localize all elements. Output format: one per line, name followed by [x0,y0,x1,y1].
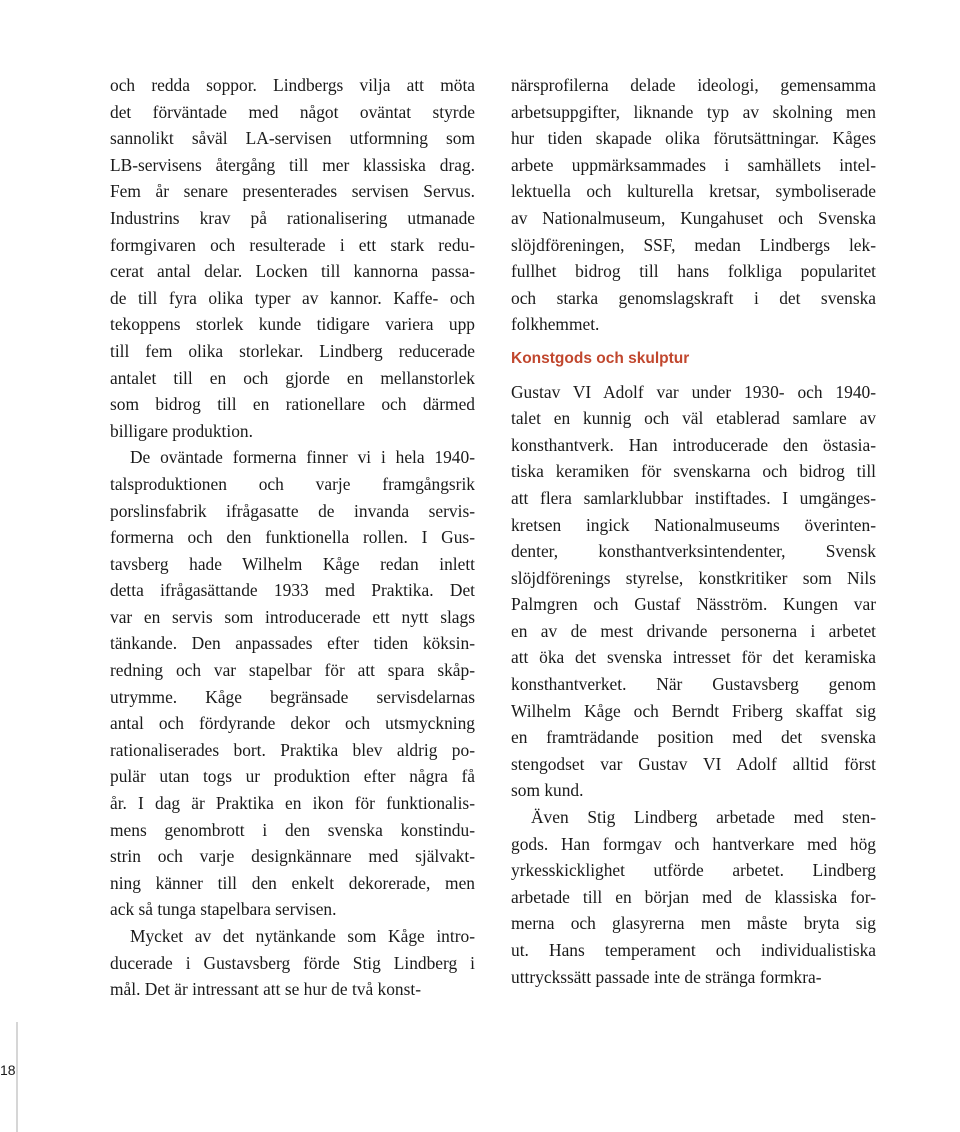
text-line: merna och glasyrerna men måste bryta sig [511,913,876,934]
text-line: cerat antal delar. Locken till kannorna passa- [110,261,475,282]
text-line: porslinsfabrik ifrågasatte de invanda servis- [110,500,475,521]
text-line: mens genombrott i den svenska konstindu- [110,819,475,840]
paragraph-intro [511,72,876,338]
text-line: de till fyra olika typer av kannor. Kaffe- och [110,287,475,308]
text-line: rationaliserades bort. Praktika blev aldrig po- [110,739,475,760]
text-line: slöjdförenings styrelse, konstkritiker som Nils [511,567,876,588]
text-line: LB-servisens återgång till mer klassiska drag. [110,154,475,175]
text-line: lektuella och kulturella kretsar, symboliserade [511,181,876,202]
text-line: gods. Han formgav och hantverkare med hög [511,833,876,854]
text-line: utrymme. Kåge begränsade servisdelarnas [110,686,475,707]
text-line: folkhemmet. [511,314,600,335]
text-line: hur tiden skapade olika förutsättningar. Kåges [511,128,876,149]
text-line: tänkande. Den anpassades efter tiden köksin- [110,633,475,654]
text-line: stengodset var Gustav VI Adolf alltid först [511,753,876,774]
text-line: till fem olika storlekar. Lindberg reducerade [110,340,475,361]
text-line: det förväntade med något oväntat styrde [110,101,475,122]
text-line: formgivaren och resulterade i ett stark redu- [110,234,475,255]
right-column [511,72,876,990]
text-line: arbetsuppgifter, liknande typ av skolning men [511,101,876,122]
text-line: mål. Det är intressant att se hur de två konst- [110,979,422,1000]
text-line: Industrins krav på rationalisering utmanade [110,207,475,228]
text-line: arbete uppmärksammades i samhällets intel- [511,154,876,175]
text-line: redning och var stapelbar för att spara skåp- [110,660,475,681]
text-line: denter, konsthantverksintendenter, Svensk [511,541,876,562]
text-line: kretsen ingick Nationalmuseums överinten- [511,514,876,535]
text-line: De oväntade formerna finner vi i hela 1940- [130,447,475,468]
text-line: ut. Hans temperament och individualistiska [511,940,876,960]
text-line: antal och fördyrande dekor och utsmyckning [110,713,475,734]
text-line: konsthantverket. När Gustavsberg genom [511,674,876,695]
text-line: tiska keramiken för svenskarna och bidrog till [511,461,876,482]
text-line: ack så tunga stapelbara servisen. [110,899,337,920]
section-heading: Konstgods och skulptur [511,349,690,367]
text-line: slöjdföreningen, SSF, medan Lindbergs lek- [511,234,876,255]
text-line: Även Stig Lindberg arbetade med sten- [531,807,876,828]
text-line: tekoppens storlek kunde tidigare variera upp [110,314,475,335]
text-line: strin och varje designkännare med självakt- [110,846,475,867]
paragraph-2 [110,444,475,923]
text-line: var en servis som introducerade ett nytt slags [110,606,475,627]
text-line: detta ifrågasättande 1933 med Praktika. Det [110,580,475,601]
page-margin-rule [16,1022,18,1132]
text-line: pulär utan togs ur produktion efter några få [110,766,475,787]
text-line: att öka det svenska intresset för det keramiska [511,647,876,668]
text-line: som kund. [511,780,584,801]
text-line: antalet till en och gjorde en mellanstorlek [110,367,475,388]
text-line: tavsberg hade Wilhelm Kåge redan inlett [110,553,475,574]
text-line: en av de mest drivande personerna i arbetet [511,620,876,641]
text-line: konsthantverk. Han introducerade den östasia- [511,434,876,455]
text-line: Fem år senare presenterades servisen Servus. [110,181,475,202]
text-line: Mycket av det nytänkande som Kåge intro- [130,926,475,946]
text-line: och redda soppor. Lindbergs vilja att möta [110,75,475,95]
left-column [110,72,475,1003]
paragraph-section-2 [511,804,876,990]
text-line: talet en kunnig och väl etablerad samlare av [511,408,876,429]
text-line: år. I dag är Praktika en ikon för funktionalis- [110,793,475,814]
paragraph-section-1 [511,379,876,805]
text-line: som bidrog till en rationellare och därmed [110,394,475,415]
text-line: av Nationalmuseum, Kungahuset och Svenska [511,207,876,228]
text-line: talsproduktionen och varje framgångsrik [110,473,475,494]
page-number: 18 [0,1062,16,1078]
text-line: Gustav VI Adolf var under 1930- och 1940- [511,381,876,402]
paragraph-3 [110,923,475,1003]
text-line: sannolikt såväl LA-servisen utformning som [110,128,475,149]
text-line: arbetade till en början med de klassiska for- [511,886,876,907]
text-line: en framträdande position med det svenska [511,727,876,748]
text-line: fullhet bidrog till hans folkliga popularitet [511,261,876,282]
paragraph-1 [110,72,475,444]
text-line: närsprofilerna delade ideologi, gemensamma [511,75,876,95]
text-line: och starka genomslagskraft i det svenska [511,287,876,308]
text-line: formerna och den funktionella rollen. I Gus- [110,527,475,548]
text-line: ning känner till den enkelt dekorerade, men [110,872,475,893]
text-line: Wilhelm Kåge och Berndt Friberg skaffat sig [511,700,876,721]
text-line: att flera samlarklubbar instiftades. I umgänges- [511,487,876,508]
text-line: yrkesskicklighet utförde arbetet. Lindberg [511,860,876,881]
text-line: uttryckssätt passade inte de stränga formkra- [511,966,822,987]
text-line: billigare produktion. [110,420,253,441]
text-line: Palmgren och Gustaf Näsström. Kungen var [511,594,876,615]
text-line: ducerade i Gustavsberg förde Stig Lindberg i [110,952,475,973]
